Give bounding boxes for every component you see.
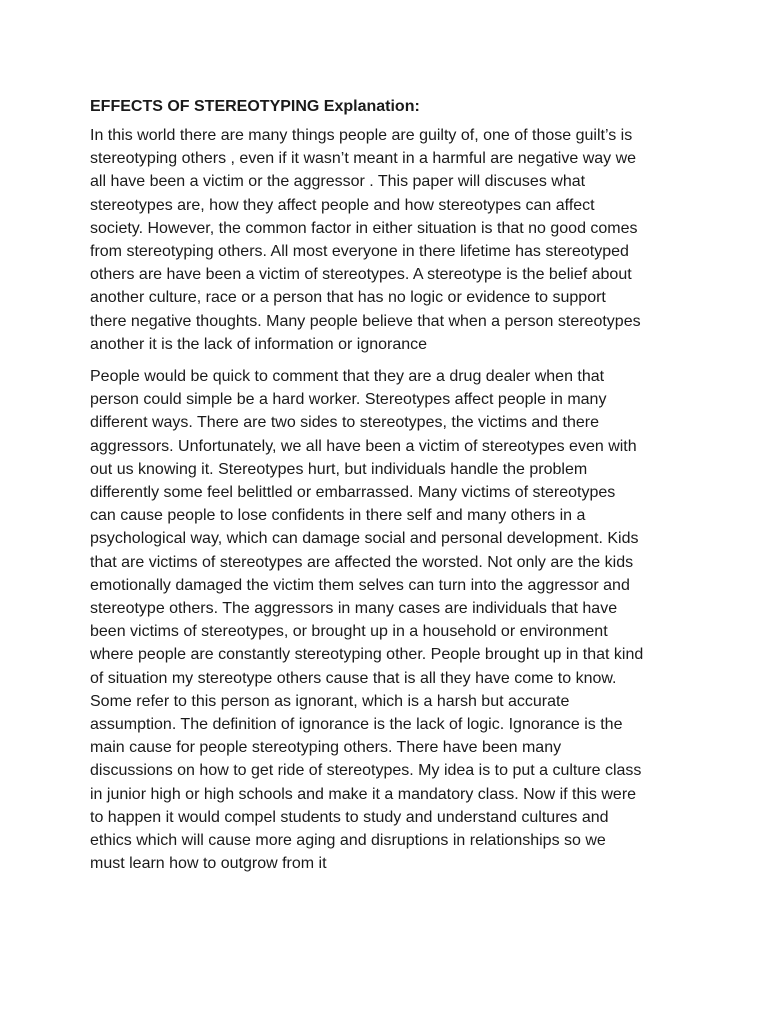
paragraph-1 — [90, 124, 690, 356]
text-line: assumption. The definition of ignorance is the lack of logic. Ignorance is the — [90, 716, 623, 734]
text-line: People would be quick to comment that they are a drug dealer when that — [90, 368, 605, 386]
text-line: emotionally damaged the victim them selves can turn into the aggressor and — [90, 576, 630, 594]
text-line: stereotyping others , even if it wasn’t meant in a harmful are negative way we — [90, 150, 637, 168]
text-line: main cause for people stereotyping others. There have been many — [90, 739, 562, 757]
text-line: must learn how to outgrow from it — [90, 855, 327, 873]
document-title — [90, 96, 690, 118]
text-line: to happen it would compel students to study and understand cultures and — [90, 808, 609, 826]
text-line: others are have been a victim of stereotypes. A stereotype is the belief about — [90, 266, 632, 284]
text-line: psychological way, which can damage social and personal development. Kids — [90, 530, 639, 548]
text-line: where people are constantly stereotyping other. People brought up in that kind — [90, 646, 644, 664]
text-line: stereotypes are, how they affect people and how stereotypes can affect — [90, 196, 595, 214]
document-body — [90, 124, 690, 876]
text-line: another culture, race or a person that has no logic or evidence to support — [90, 289, 606, 307]
text-line: been victims of stereotypes, or brought up in a household or environment — [90, 623, 608, 641]
text-line: in junior high or high schools and make it a mandatory class. Now if this were — [90, 785, 637, 803]
text-line: out us knowing it. Stereotypes hurt, but individuals handle the problem — [90, 460, 588, 478]
text-line: of situation my stereotype others cause that is all they have come to know. — [90, 669, 617, 687]
text-line: Some refer to this person as ignorant, which is a harsh but accurate — [90, 692, 570, 710]
text-line: society. However, the common factor in either situation is that no good comes — [90, 219, 638, 237]
text-line: person could simple be a hard worker. Stereotypes affect people in many — [90, 391, 607, 409]
text-line: ethics which will cause more aging and disruptions in relationships so we — [90, 832, 606, 850]
text-line: different ways. There are two sides to stereotypes, the victims and there — [90, 414, 599, 432]
document-title-text: EFFECTS OF STEREOTYPING Explanation: — [90, 98, 420, 115]
text-line: there negative thoughts. Many people believe that when a person stereotypes — [90, 312, 641, 330]
text-line: stereotype others. The aggressors in many cases are individuals that have — [90, 600, 618, 618]
document-page — [90, 96, 690, 885]
text-line: can cause people to lose confidents in there self and many others in a — [90, 507, 586, 525]
paragraph-2 — [90, 365, 690, 875]
text-line: that are victims of stereotypes are affected the worsted. Not only are the kids — [90, 553, 634, 571]
text-line: another it is the lack of information or ignorance — [90, 335, 428, 353]
text-line: discussions on how to get ride of stereotypes. My idea is to put a culture class — [90, 762, 642, 780]
text-line: aggressors. Unfortunately, we all have been a victim of stereotypes even with — [90, 437, 637, 455]
text-line: all have been a victim or the aggressor . This paper will discuses what — [90, 173, 586, 191]
text-line: In this world there are many things people are guilty of, one of those guilt’s is — [90, 127, 633, 144]
text-line: differently some feel belittled or embarrassed. Many victims of stereotypes — [90, 484, 616, 502]
text-line: from stereotyping others. All most everyone in there lifetime has stereotyped — [90, 243, 629, 261]
